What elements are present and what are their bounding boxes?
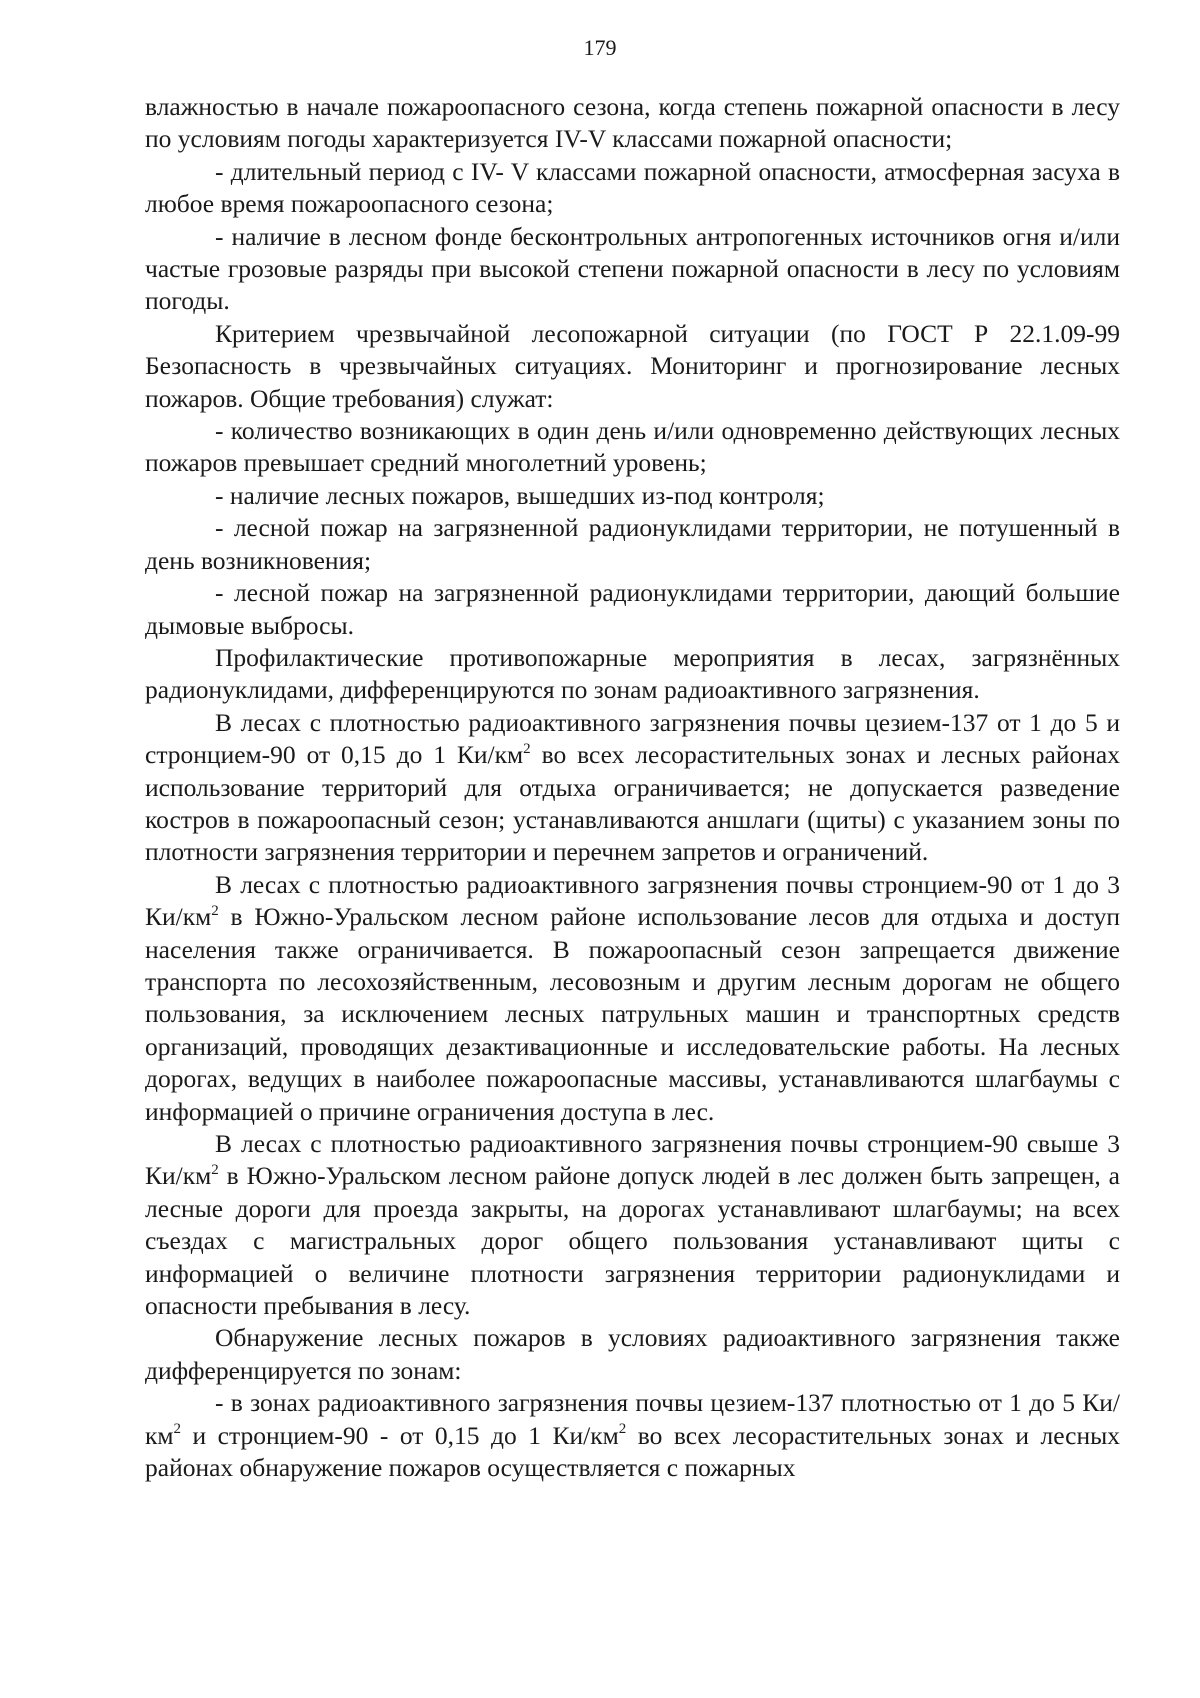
paragraph: В лесах с плотностью радиоактивного загрязнения почвы стронцием-90 свыше 3 $Ки/км^2$ в Южно-Уральском лесном районе допуск людей в лес должен быть запрещен, а лесные дороги для проезда закрыты, на дорогах устанавливают шлагбаумы; на всех съездах с магистральных дорог общего пользования устанавливают щиты с информацией о величине плотности загрязнения территории радионуклидами и опасности пребывания в лесу. xyxy=(145,1129,1120,1321)
superscript-2: 2 xyxy=(523,740,531,757)
paragraph: Критерием чрезвычайной лесопожарной ситуации (по ГОСТ Р 22.1.09-99 Безопасность в чрезвычайных ситуациях. Мониторинг и прогнозирование лесных пожаров. Общие требования) служат: xyxy=(145,318,1120,413)
paragraph: В лесах с плотностью радиоактивного загрязнения почвы цезием-137 от 1 до 5 и стронцием-90 от 0,15 до 1 $Ки/км^2$ во всех лесорастительных зонах и лесных районах использование территорий для отдыха ограничивается; не допускается разведение костров в пожароопасный сезон; устанавливаются аншлаги (щиты) с указанием зоны по плотности загрязнения территории и перечнем запретов и ограничений. xyxy=(145,707,1120,867)
paragraph: - в зонах радиоактивного загрязнения почвы цезием-137 плотностью от 1 до 5 $Ки/км^2$ и стронцием-90 - от 0,15 до 1 $Ки/км^2$ во всех лесорастительных зонах и лесных районах обнаружение пожаров осуществляется с пожарных xyxy=(145,1388,1120,1483)
page-number: 179 xyxy=(583,35,617,60)
body-text xyxy=(145,91,1120,1484)
paragraph: - лесной пожар на загрязненной радионуклидами территории, дающий большие дымовые выбросы. xyxy=(145,578,1120,640)
superscript-2: 2 xyxy=(211,1161,219,1178)
paragraph: Обнаружение лесных пожаров в условиях радиоактивного загрязнения также дифференцируется по зонам: xyxy=(145,1323,1120,1385)
superscript-2: 2 xyxy=(211,902,219,919)
paragraph: - количество возникающих в один день и/или одновременно действующих лесных пожаров превышает средний многолетний уровень; xyxy=(145,416,1120,478)
superscript-2: 2 xyxy=(618,1421,627,1438)
paragraph: - длительный период с IV- V классами пожарной опасности, атмосферная засуха в любое время пожароопасного сезона; xyxy=(145,156,1120,219)
paragraph: Профилактические противопожарные мероприятия в лесах, загрязнённых радионуклидами, дифференцируются по зонам радиоактивного загрязнения. xyxy=(145,642,1120,705)
paragraph: влажностью в начале пожароопасного сезона, когда степень пожарной опасности в лесу по условиям погоды характеризуется IV-V классами пожарной опасности; xyxy=(145,92,1120,154)
superscript-2: 2 xyxy=(173,1421,182,1438)
paragraph: В лесах с плотностью радиоактивного загрязнения почвы стронцием-90 от 1 до 3 $Ки/км^2$ в Южно-Уральском лесном районе использование лесов для отдыха и доступ населения также ограничивается. В пожароопасный сезон запрещается движение транспорта по лесохозяйственным, лесовозным и другим лесным дорогам не общего пользования, за исключением лесных патрульных машин и транспортных средств организаций, проводящих дезактивационные и исследовательские работы. На лесных дорогах, ведущих в наиболее пожароопасные массивы, устанавливаются шлагбаумы с информацией о причине ограничения доступа в лес. xyxy=(145,869,1120,1126)
paragraph: - наличие в лесном фонде бесконтрольных антропогенных источников огня и/или частые грозовые разряды при высокой степени пожарной опасности в лесу по условиям погоды. xyxy=(145,221,1120,316)
paragraph: - наличие лесных пожаров, вышедших из-под контроля; xyxy=(215,480,825,510)
paragraph: - лесной пожар на загрязненной радионуклидами территории, не потушенный в день возникновения; xyxy=(145,513,1120,575)
